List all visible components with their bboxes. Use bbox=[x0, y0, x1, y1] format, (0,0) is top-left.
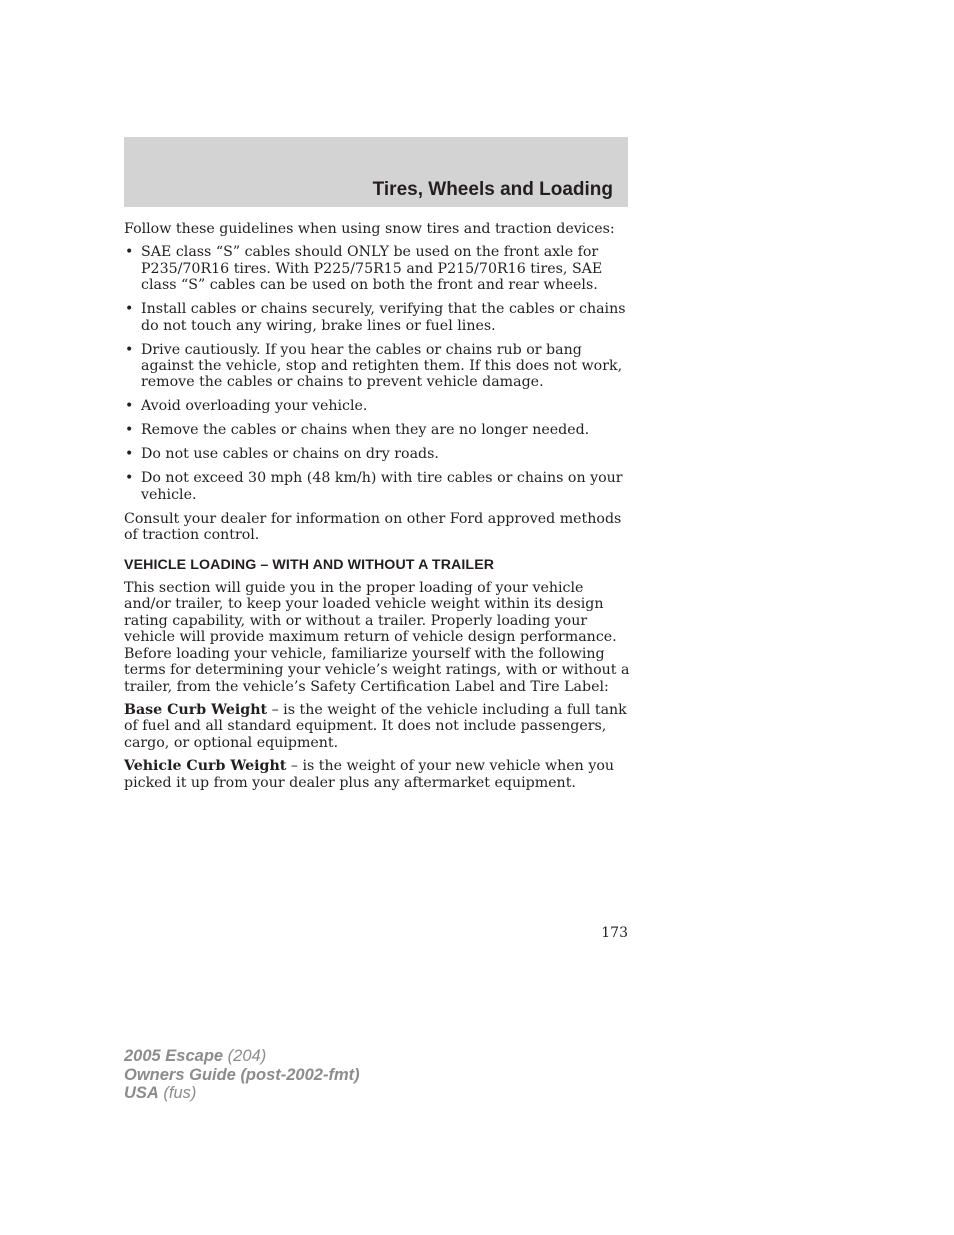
list-item bbox=[124, 244, 630, 293]
footer-line-guide bbox=[124, 1066, 360, 1085]
list-item bbox=[124, 398, 630, 414]
page-number: 173 bbox=[601, 925, 628, 941]
bullet-symbol: • bbox=[125, 398, 134, 415]
bullet-symbol: • bbox=[125, 422, 134, 439]
guidelines-list bbox=[124, 244, 630, 503]
list-item-text: Install cables or chains securely, verifying that the cables or chains do not touch any wiring, brake lines or fuel lines. bbox=[141, 301, 626, 334]
footer-model: 2005 Escape bbox=[124, 1047, 224, 1065]
page-title: Tires, Wheels and Loading bbox=[372, 179, 613, 200]
definition-text: – is the weight of the vehicle including a full tank of fuel and all standard equipment. It does not include passengers, cargo, or optional equipment. bbox=[124, 701, 627, 751]
section-paragraph: This section will guide you in the proper loading of your vehicle and/or trailer, to keep your loaded vehicle weight within its design rating capability, with or without a trailer. Properly loading your vehicle will provide maximum return of vehicle design performance. Before loading your vehicle, familiarize yourself with the following terms for determining your vehicle’s weight ratings, with or without a trailer, from the vehicle’s Safety Certification Label and Tire Label: bbox=[124, 580, 630, 695]
intro-paragraph: Follow these guidelines when using snow tires and traction devices: bbox=[124, 221, 615, 237]
list-item bbox=[124, 446, 630, 462]
definition-term: Base Curb Weight bbox=[124, 701, 268, 718]
bullet-symbol: • bbox=[125, 301, 134, 318]
list-item bbox=[124, 470, 630, 503]
consult-paragraph: Consult your dealer for information on other Ford approved methods of traction control. bbox=[124, 510, 622, 544]
footer-market-code: (fus) bbox=[158, 1084, 197, 1102]
list-item-text: Drive cautiously. If you hear the cables or chains rub or bang against the vehicle, stop and retighten them. If this does not work, remove the cables or chains to prevent vehicle damage. bbox=[141, 341, 623, 391]
definition-text: – is the weight of your new vehicle when you picked it up from your dealer plus any aftermarket equipment. bbox=[124, 758, 615, 791]
list-item-text: Avoid overloading your vehicle. bbox=[141, 398, 368, 415]
footer-market: USA bbox=[124, 1084, 159, 1102]
list-item-text: Do not exceed 30 mph (48 km/h) with tire cables or chains on your vehicle. bbox=[141, 470, 623, 503]
list-item bbox=[124, 301, 630, 334]
bullet-symbol: • bbox=[125, 341, 134, 358]
list-item bbox=[124, 422, 630, 438]
definition-base-curb-weight bbox=[124, 702, 630, 751]
section-heading: VEHICLE LOADING – WITH AND WITHOUT A TRAILER bbox=[124, 556, 495, 573]
list-item-text: Remove the cables or chains when they are no longer needed. bbox=[141, 422, 590, 439]
bullet-symbol: • bbox=[125, 244, 134, 261]
list-item bbox=[124, 342, 630, 391]
document-footer bbox=[124, 1047, 360, 1103]
bullet-symbol: • bbox=[125, 446, 134, 463]
footer-model-code: (204) bbox=[223, 1047, 267, 1065]
footer-line-market bbox=[124, 1084, 360, 1103]
definition-term: Vehicle Curb Weight bbox=[124, 758, 287, 775]
footer-line-model bbox=[124, 1047, 360, 1066]
list-item-text: Do not use cables or chains on dry roads. bbox=[141, 446, 439, 463]
definition-vehicle-curb-weight bbox=[124, 758, 630, 791]
footer-guide: Owners Guide (post-2002-fmt) bbox=[124, 1065, 360, 1084]
header-band bbox=[124, 137, 628, 207]
list-item-text: SAE class “S” cables should ONLY be used on the front axle for P235/70R16 tires. With P225/75R15 and P215/70R16 tires, SAE class “S” cables can be used on both the front and rear wheels. bbox=[141, 244, 603, 294]
bullet-symbol: • bbox=[125, 470, 134, 487]
main-content bbox=[124, 221, 630, 798]
